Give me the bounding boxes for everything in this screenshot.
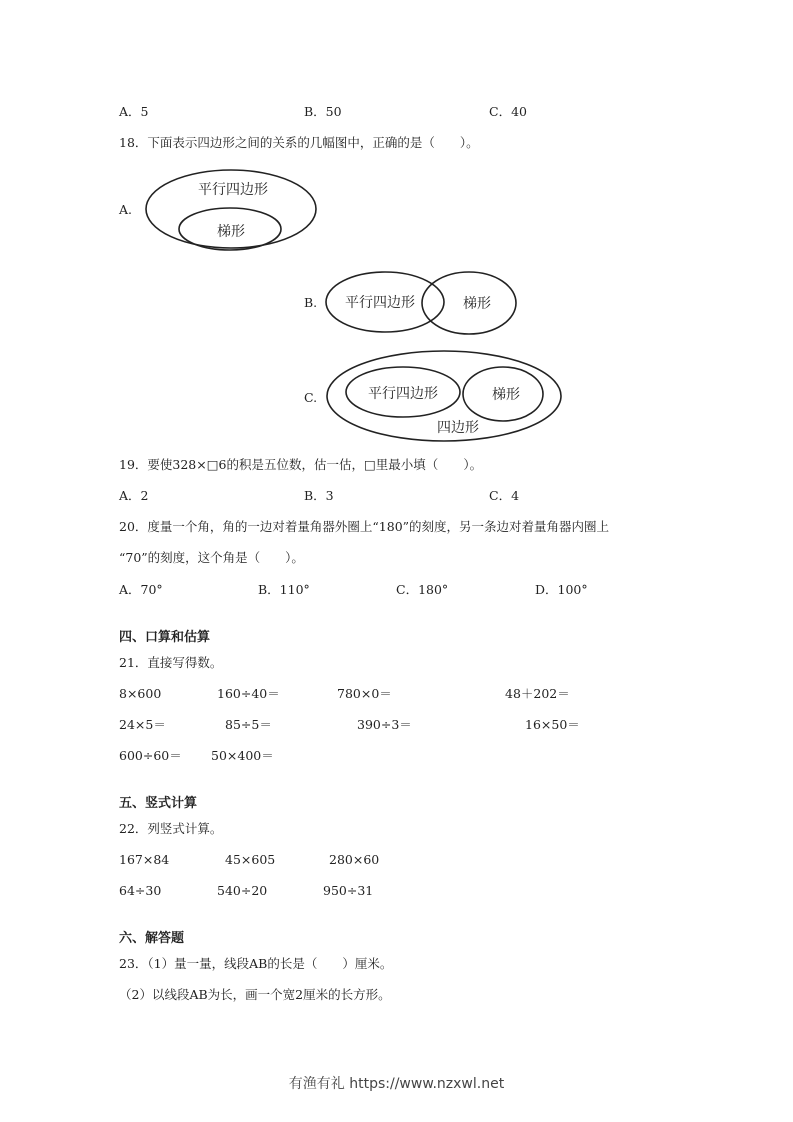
q19-option-a: A．2 [119, 488, 149, 503]
q22-item: 280×60 [329, 852, 380, 867]
q21-item: 85÷5＝ [225, 717, 272, 732]
trapezoid-label: 梯形 [492, 387, 520, 403]
trapezoid-label: 梯形 [217, 224, 245, 240]
parallelogram-label: 平行四边形 [198, 182, 268, 198]
section-4-heading: 四、口算和估算 [119, 630, 211, 645]
q21-item: 50×400＝ [211, 748, 274, 763]
q22-item: 540÷20 [217, 883, 268, 898]
q17-option-c: C．40 [489, 104, 527, 119]
q20-stem-line2: “70”的刻度，这个角是（ ）。 [119, 550, 304, 565]
q23-line1: 23．（1）量一量，线段AB的长是（ ）厘米。 [119, 956, 393, 971]
q20-option-d: D．100° [535, 582, 588, 597]
q21-item: 24×5＝ [119, 717, 166, 732]
venn-diagram-b [325, 270, 520, 340]
footer-watermark: 有渔有礼 https://www.nzxwl.net [288, 1076, 505, 1092]
q21-item: 8×600 [119, 686, 162, 701]
q20-option-a: A．70° [119, 582, 163, 597]
q18-stem: 18．下面表示四边形之间的关系的几幅图中，正确的是（ ）。 [119, 135, 479, 150]
section-6-heading: 六、解答题 [119, 931, 185, 946]
q21-item: 16×50＝ [525, 717, 580, 732]
q21-item: 48＋202＝ [505, 686, 570, 701]
parallelogram-label: 平行四边形 [368, 386, 438, 402]
q21-item: 600÷60＝ [119, 748, 182, 763]
q21-item: 160÷40＝ [217, 686, 280, 701]
q22-item: 167×84 [119, 852, 170, 867]
q19-stem: 19．要使328×□6的积是五位数，估一估，□里最小填（ ）。 [119, 457, 483, 472]
section-5-heading: 五、竖式计算 [119, 796, 198, 811]
q17-option-b: B．50 [304, 104, 342, 119]
parallelogram-label: 平行四边形 [345, 295, 415, 311]
q22-item: 64÷30 [119, 883, 162, 898]
q20-option-c: C．180° [396, 582, 449, 597]
quadrilateral-label: 四边形 [437, 420, 479, 436]
venn-diagram-c [326, 350, 566, 445]
q22-item: 950÷31 [323, 883, 374, 898]
q23-line2: （2）以线段AB为长，画一个宽2厘米的长方形。 [119, 987, 391, 1002]
q21-item: 390÷3＝ [357, 717, 412, 732]
q20-option-b: B．110° [258, 582, 310, 597]
trapezoid-label: 梯形 [463, 296, 491, 312]
q22-item: 45×605 [225, 852, 276, 867]
q21-stem: 21．直接写得数。 [119, 655, 223, 670]
q18-option-b-letter: B. [304, 295, 318, 310]
q22-stem: 22．列竖式计算。 [119, 821, 223, 836]
venn-diagram-a [145, 168, 320, 258]
q18-option-a-letter: A. [119, 202, 133, 217]
q21-item: 780×0＝ [337, 686, 392, 701]
q20-stem-line1: 20．度量一个角，角的一边对着量角器外圈上“180”的刻度，另一条边对着量角器内圈上 [119, 519, 610, 534]
q18-option-c-letter: C. [304, 390, 318, 405]
q17-option-a: A．5 [119, 104, 149, 119]
q19-option-b: B．3 [304, 488, 334, 503]
q19-option-c: C．4 [489, 488, 520, 503]
